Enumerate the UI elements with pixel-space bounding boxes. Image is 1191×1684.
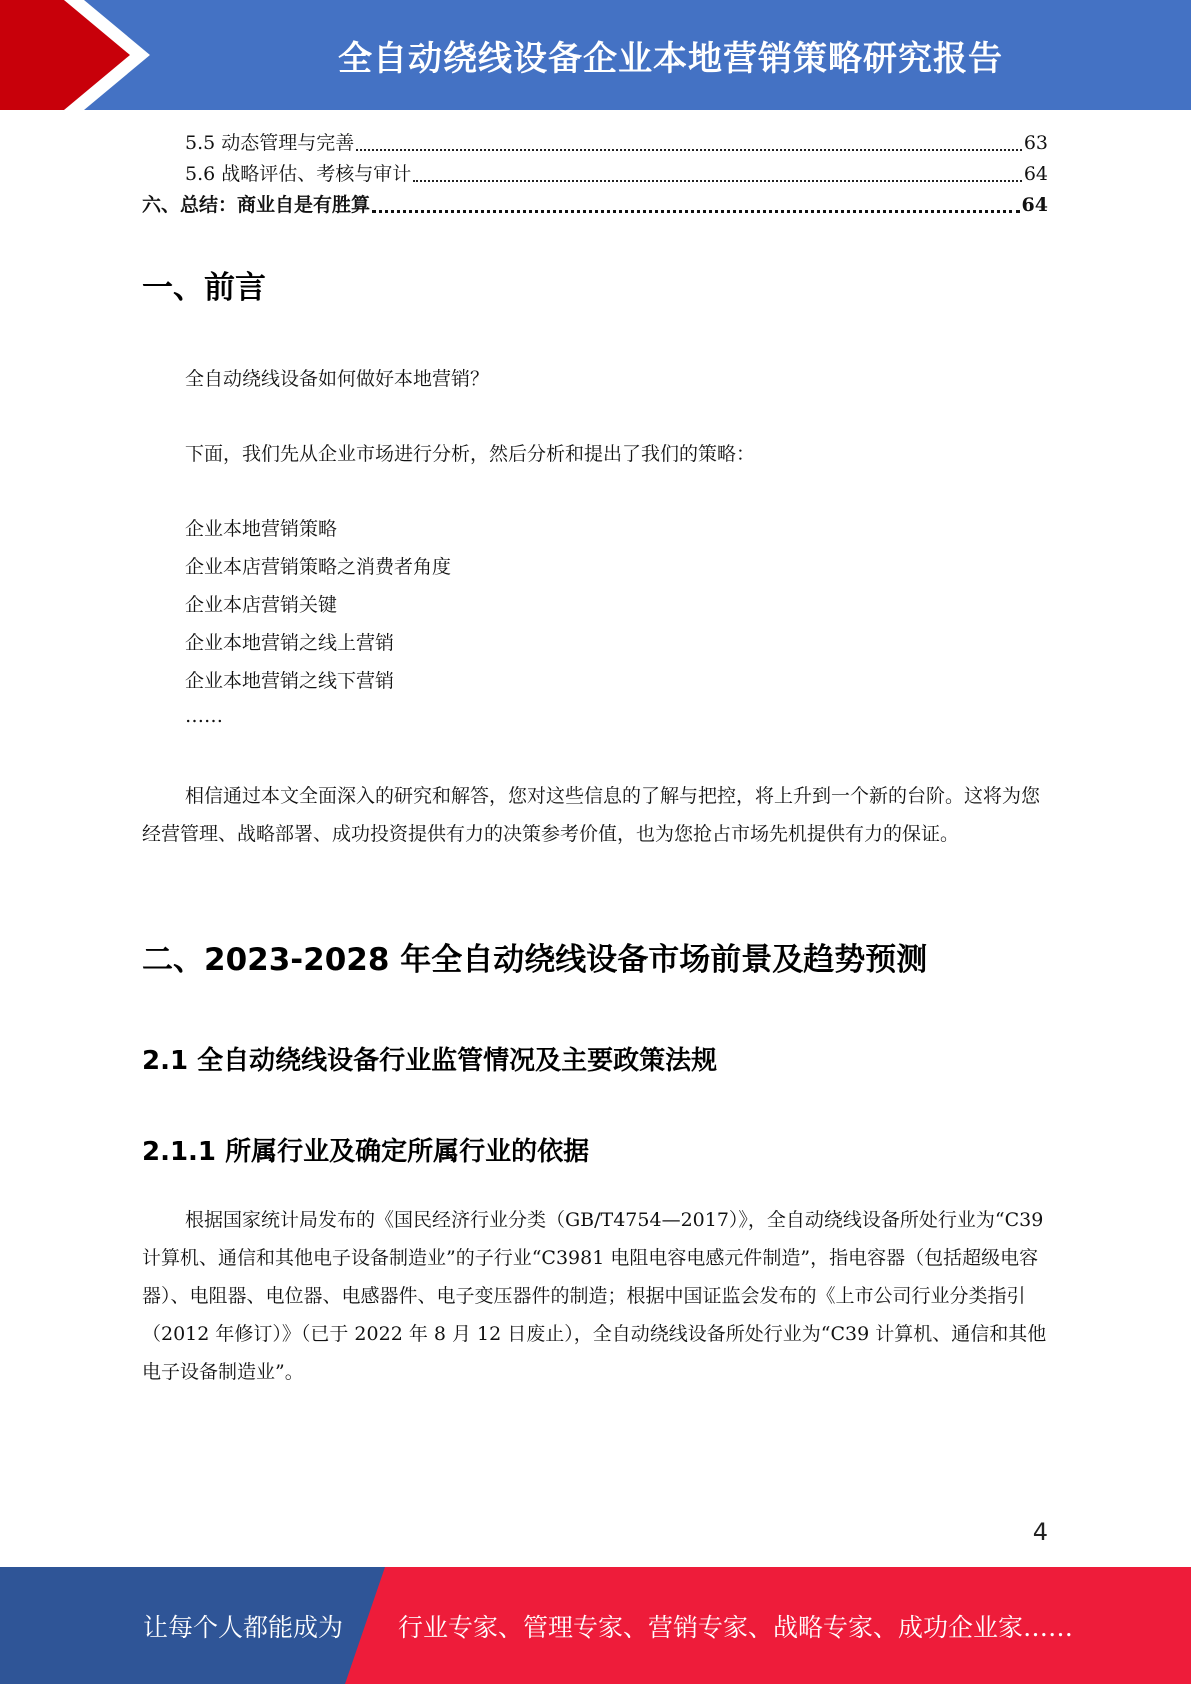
toc-entry-5-6[interactable] (142, 159, 1048, 190)
preface-intro: 下面，我们先从企业市场进行分析，然后分析和提出了我们的策略： (185, 443, 756, 465)
footer-slogan-right: 行业专家、管理专家、营销专家、战略专家、成功企业家…… (398, 1612, 1074, 1642)
list-item: 企业本店营销策略之消费者角度 (185, 556, 452, 578)
toc-page: 63 (1023, 132, 1048, 154)
footer-slogan-left: 让每个人都能成为 (143, 1612, 344, 1642)
list-item: 企业本地营销之线上营销 (185, 632, 395, 654)
footer-band (0, 1567, 1191, 1684)
subsection-heading-2-1: 2.1 全自动绕线设备行业监管情况及主要政策法规 (142, 1046, 718, 1076)
list-item: 企业本地营销之线下营销 (185, 670, 395, 692)
section-heading-market: 二、2023-2028 年全自动绕线设备市场前景及趋势预测 (142, 942, 928, 978)
list-item: 企业本店营销关键 (185, 594, 338, 616)
table-of-contents (142, 128, 1048, 221)
page-number: 4 (1032, 1518, 1048, 1546)
preface-question: 全自动绕线设备如何做好本地营销？ (185, 368, 490, 390)
industry-classification-paragraph: 根据国家统计局发布的《国民经济行业分类（GB/T4754—2017）》，全自动绕线设备所处行业为“C39 计算机、通信和其他电子设备制造业”的子行业“C3981 电阻电容电感元件制造”，指电容器（包括超级电容器）、电阻器、电位器、电感器件、电子变压器件的制造；根据中国证监会发布的《上市公司行业分类指引（2012 年修订）》（已于 2022 年 8 月 12 日废止），全自动绕线设备所处行业为“C39 计算机、通信和其他电子设备制造业”。 (142, 1209, 1047, 1383)
toc-entry-5-5[interactable] (142, 128, 1048, 159)
toc-page: 64 (1021, 194, 1048, 216)
header-band (0, 0, 1191, 110)
toc-leader (372, 210, 1020, 213)
report-title: 全自动绕线设备企业本地营销策略研究报告 (338, 38, 1003, 79)
toc-entry-6[interactable] (142, 190, 1048, 221)
toc-label: 5.5 动态管理与完善 (185, 132, 355, 154)
toc-label: 5.6 战略评估、考核与审计 (185, 163, 412, 185)
section-heading-preface: 一、前言 (142, 270, 266, 306)
subsection-heading-2-1-1: 2.1.1 所属行业及确定所属行业的依据 (142, 1137, 590, 1167)
toc-leader (413, 180, 1022, 182)
toc-label: 六、总结：商业自是有胜算 (142, 194, 371, 216)
list-item: …… (185, 705, 223, 727)
toc-leader (356, 149, 1022, 151)
list-item: 企业本地营销策略 (185, 518, 338, 540)
preface-closing-paragraph: 相信通过本文全面深入的研究和解答，您对这些信息的了解与把控，将上升到一个新的台阶。这将为您经营管理、战略部署、成功投资提供有力的决策参考价值，也为您抢占市场先机提供有力的保证。 (142, 785, 1041, 845)
toc-page: 64 (1023, 163, 1048, 185)
